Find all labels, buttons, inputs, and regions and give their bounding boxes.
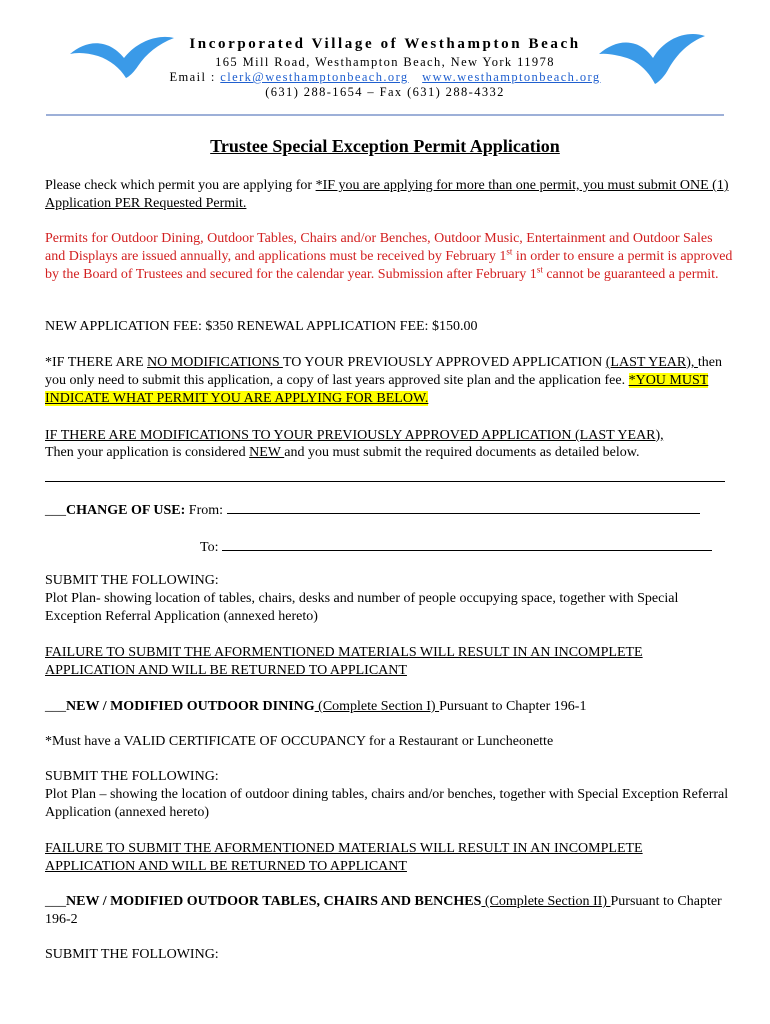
outdoor-dining-note: *Must have a VALID CERTIFICATE OF OCCUPANCY for a Restaurant or Luncheonette — [45, 734, 554, 749]
intro-emphasis: *IF you are applying for more than one permit, you must submit ONE (1) Application PER Requested Permit. — [45, 178, 729, 211]
letterhead-divider — [46, 114, 724, 116]
modifications-paragraph: Then your application is considered NEW and you must submit the required documents as detailed below. — [45, 445, 640, 460]
section-divider — [45, 481, 725, 482]
intro-paragraph: Please check which permit you are applying for *IF you are applying for more than one permit, you must submit ONE (1) Application PER Requested Permit. — [45, 178, 729, 211]
change-of-use-checkbox[interactable]: ___ — [45, 503, 66, 518]
fees-line: NEW APPLICATION FEE: $350 RENEWAL APPLICATION FEE: $150.00 — [45, 319, 478, 334]
indicate-permit-highlight: *YOU MUST INDICATE WHAT PERMIT YOU ARE APPLYING FOR BELOW. — [45, 373, 709, 406]
change-of-use-row: ___CHANGE OF USE: From: — [45, 500, 735, 520]
contact-line — [150, 70, 620, 85]
change-of-use-submit-heading: SUBMIT THE FOLLOWING: — [45, 573, 219, 588]
outdoor-dining-failure-warning: FAILURE TO SUBMIT THE AFORMENTIONED MATERIALS WILL RESULT IN AN INCOMPLETE APPLICATION AND WILL BE RETURNED TO APPLICANT — [45, 841, 643, 874]
village-name: Incorporated Village of Westhampton Beach — [189, 36, 581, 52]
outdoor-dining-requirements: Plot Plan – showing the location of outdoor dining tables, chairs and/or benches, together with Special Exception Referral Application (annexed hereto) — [45, 787, 729, 820]
email-link[interactable]: clerk@westhamptonbeach.org — [220, 70, 409, 84]
outdoor-dining-label: NEW / MODIFIED OUTDOOR DINING — [66, 699, 315, 714]
outdoor-dining-submit-heading: SUBMIT THE FOLLOWING: — [45, 769, 219, 784]
change-of-use-requirements: Plot Plan- showing location of tables, chairs, desks and number of people occupying space, together with Special Exception Referral Application (annexed hereto) — [45, 591, 679, 624]
outdoor-dining-row: ___NEW / MODIFIED OUTDOOR DINING (Complete Section I) Pursuant to Chapter 196-1 — [45, 699, 587, 714]
outdoor-tables-checkbox[interactable]: ___ — [45, 894, 66, 909]
change-of-use-label: CHANGE OF USE: — [66, 503, 186, 518]
deadline-notice: Permits for Outdoor Dining, Outdoor Tables, Chairs and/or Benches, Outdoor Music, Entertainment and Outdoor Sales and Displays are issued annually, and applications must be received by February 1st in order to ensure a permit is approved by the Board of Trustees and secured for the calendar year. Submission after February 1st cannot be guaranteed a permit. — [45, 231, 733, 282]
change-of-use-to-row: To: — [200, 537, 720, 557]
phone-fax: (631) 288-1654 – Fax (631) 288-4332 — [265, 85, 505, 99]
change-of-use-to-field[interactable] — [222, 537, 712, 551]
modifications-heading: IF THERE ARE MODIFICATIONS TO YOUR PREVIOUSLY APPROVED APPLICATION (LAST YEAR), — [45, 428, 664, 443]
village-address: 165 Mill Road, Westhampton Beach, New York 11978 — [215, 55, 555, 69]
outdoor-tables-row: ___NEW / MODIFIED OUTDOOR TABLES, CHAIRS AND BENCHES (Complete Section II) Pursuant to Chapter 196-2 — [45, 894, 722, 927]
no-modifications-paragraph: *IF THERE ARE NO MODIFICATIONS TO YOUR PREVIOUSLY APPROVED APPLICATION (LAST YEAR), then you only need to submit this application, a copy of last years approved site plan and the application fee. *YOU MUST INDICATE WHAT PERMIT YOU ARE APPLYING FOR BELOW. — [45, 355, 723, 406]
change-of-use-failure-warning: FAILURE TO SUBMIT THE AFORMENTIONED MATERIALS WILL RESULT IN AN INCOMPLETE APPLICATION AND WILL BE RETURNED TO APPLICANT — [45, 645, 643, 678]
email-label: Email : — [169, 70, 216, 84]
outdoor-tables-label: NEW / MODIFIED OUTDOOR TABLES, CHAIRS AND BENCHES — [66, 894, 482, 909]
outdoor-tables-submit-heading: SUBMIT THE FOLLOWING: — [45, 947, 219, 962]
form-title: Trustee Special Exception Permit Application — [210, 136, 560, 156]
outdoor-dining-checkbox[interactable]: ___ — [45, 699, 66, 714]
change-of-use-from-field[interactable] — [227, 500, 700, 514]
website-link[interactable]: www.westhamptonbeach.org — [422, 70, 601, 84]
